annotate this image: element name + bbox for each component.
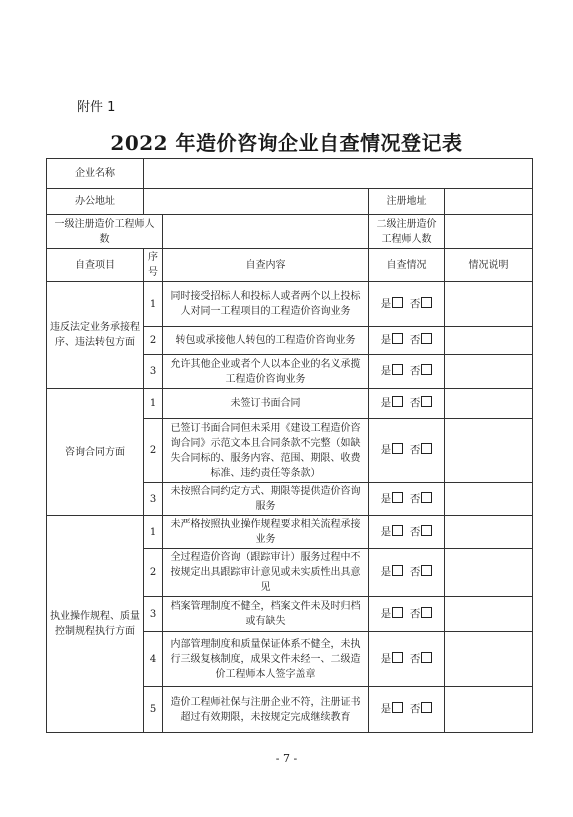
yes-checkbox[interactable] xyxy=(392,297,403,308)
row-content: 档案管理制度不健全，档案文件未及时归档或有缺失 xyxy=(163,597,369,632)
status-check[interactable] xyxy=(369,549,445,597)
no-checkbox[interactable] xyxy=(421,525,432,536)
yes-checkbox[interactable] xyxy=(392,702,403,713)
company-name-value[interactable] xyxy=(144,159,533,189)
no-checkbox[interactable] xyxy=(421,702,432,713)
no-label: 否 xyxy=(409,492,421,505)
status-check[interactable] xyxy=(369,389,445,419)
yes-label: 是 xyxy=(380,703,392,715)
status-check[interactable] xyxy=(369,327,445,355)
yes-label: 是 xyxy=(380,607,392,620)
level2-engineers-value[interactable] xyxy=(445,215,533,249)
notes-cell[interactable] xyxy=(445,549,533,597)
col-header-seq: 序号 xyxy=(144,249,163,282)
status-check[interactable] xyxy=(369,419,445,483)
status-check[interactable] xyxy=(369,687,445,733)
notes-cell[interactable] xyxy=(445,632,533,687)
page-number: - 7 - xyxy=(275,752,298,765)
status-check[interactable] xyxy=(369,282,445,327)
yes-label: 是 xyxy=(380,365,392,377)
row-content: 转包或承接他人转包的工程造价咨询业务 xyxy=(163,327,369,355)
row-seq: 3 xyxy=(144,483,163,516)
attachment-label: 附件 1 xyxy=(77,100,116,115)
row-content: 全过程造价咨询（跟踪审计）服务过程中不按规定出具跟踪审计意见或未实质性出具意见 xyxy=(163,549,369,597)
no-checkbox[interactable] xyxy=(421,297,432,308)
row-seq: 2 xyxy=(144,549,163,597)
yes-checkbox[interactable] xyxy=(392,607,403,618)
yes-label: 是 xyxy=(380,297,392,310)
notes-cell[interactable] xyxy=(445,389,533,419)
section-name: 执业操作规程、质量控制规程执行方面 xyxy=(47,516,144,733)
yes-checkbox[interactable] xyxy=(392,652,403,663)
notes-cell[interactable] xyxy=(445,597,533,632)
row-content: 内部管理制度和质量保证体系不健全，未执行三级复核制度，成果文件未经一、二级造价工程师本人签字盖章 xyxy=(163,632,369,687)
row-seq: 3 xyxy=(144,597,163,632)
level1-engineers-value[interactable] xyxy=(163,215,369,249)
yes-label: 是 xyxy=(380,334,392,346)
notes-cell[interactable] xyxy=(445,355,533,389)
status-check[interactable] xyxy=(369,597,445,632)
row-seq: 2 xyxy=(144,327,163,355)
section-name: 咨询合同方面 xyxy=(47,389,144,516)
office-address-value[interactable] xyxy=(144,189,369,215)
yes-label: 是 xyxy=(380,525,392,538)
row-content: 已签订书面合同但未采用《建设工程造价咨询合同》示范文本且合同条款不完整（如缺失合同标的、服务内容、范围、期限、收费标准、违约责任等条款） xyxy=(163,419,369,483)
row-content: 同时接受招标人和投标人或者两个以上投标人对同一工程项目的工程造价咨询业务 xyxy=(163,282,369,327)
yes-label: 是 xyxy=(380,652,392,665)
no-label: 否 xyxy=(409,703,421,715)
yes-checkbox[interactable] xyxy=(392,396,403,407)
row-seq: 1 xyxy=(144,516,163,549)
no-checkbox[interactable] xyxy=(421,364,432,375)
row-seq: 3 xyxy=(144,355,163,389)
no-label: 否 xyxy=(409,566,421,578)
no-checkbox[interactable] xyxy=(421,607,432,618)
notes-cell[interactable] xyxy=(445,282,533,327)
notes-cell[interactable] xyxy=(445,516,533,549)
no-label: 否 xyxy=(409,444,421,456)
row-content: 未按照合同约定方式、期限等提供造价咨询服务 xyxy=(163,483,369,516)
status-check[interactable] xyxy=(369,355,445,389)
yes-checkbox[interactable] xyxy=(392,492,403,503)
no-checkbox[interactable] xyxy=(421,396,432,407)
row-seq: 2 xyxy=(144,419,163,483)
col-header-notes: 情况说明 xyxy=(445,249,533,282)
row-seq: 5 xyxy=(144,687,163,733)
registered-address-label: 注册地址 xyxy=(369,189,445,215)
yes-checkbox[interactable] xyxy=(392,333,403,344)
no-checkbox[interactable] xyxy=(421,443,432,454)
row-content: 未严格按照执业操作规程要求相关流程承接业务 xyxy=(163,516,369,549)
col-header-item: 自查项目 xyxy=(47,249,144,282)
row-content: 未签订书面合同 xyxy=(163,389,369,419)
row-seq: 1 xyxy=(144,389,163,419)
col-header-content: 自查内容 xyxy=(163,249,369,282)
row-seq: 1 xyxy=(144,282,163,327)
table-row xyxy=(47,282,533,327)
no-label: 否 xyxy=(409,525,421,538)
self-inspection-form xyxy=(46,158,533,733)
yes-checkbox[interactable] xyxy=(392,443,403,454)
table-row xyxy=(47,389,533,419)
yes-checkbox[interactable] xyxy=(392,525,403,536)
no-checkbox[interactable] xyxy=(421,492,432,503)
level1-engineers-label: 一级注册造价工程师人数 xyxy=(47,215,163,249)
registered-address-value[interactable] xyxy=(445,189,533,215)
yes-label: 是 xyxy=(380,492,392,505)
status-check[interactable] xyxy=(369,632,445,687)
notes-cell[interactable] xyxy=(445,327,533,355)
no-label: 否 xyxy=(409,607,421,620)
no-label: 否 xyxy=(409,652,421,665)
col-header-status: 自查情况 xyxy=(369,249,445,282)
no-label: 否 xyxy=(409,397,421,409)
no-checkbox[interactable] xyxy=(421,652,432,663)
yes-label: 是 xyxy=(380,397,392,409)
level2-engineers-label: 二级注册造价工程师人数 xyxy=(369,215,445,249)
yes-label: 是 xyxy=(380,444,392,456)
table-row xyxy=(47,516,533,549)
row-content: 造价工程师社保与注册企业不符，注册证书超过有效期限，未按规定完成继续教育 xyxy=(163,687,369,733)
no-checkbox[interactable] xyxy=(421,565,432,576)
yes-label: 是 xyxy=(380,566,392,578)
notes-cell[interactable] xyxy=(445,419,533,483)
no-label: 否 xyxy=(409,297,421,310)
section-name: 违反法定业务承接程序、违法转包方面 xyxy=(47,282,144,389)
row-content: 允许其他企业或者个人以本企业的名义承揽工程造价咨询业务 xyxy=(163,355,369,389)
no-checkbox[interactable] xyxy=(421,333,432,344)
yes-checkbox[interactable] xyxy=(392,364,403,375)
no-label: 否 xyxy=(409,365,421,377)
status-check[interactable] xyxy=(369,516,445,549)
notes-cell[interactable] xyxy=(445,687,533,733)
yes-checkbox[interactable] xyxy=(392,565,403,576)
office-address-label: 办公地址 xyxy=(47,189,144,215)
row-seq: 4 xyxy=(144,632,163,687)
status-check[interactable] xyxy=(369,483,445,516)
company-name-label: 企业名称 xyxy=(47,159,144,189)
no-label: 否 xyxy=(409,334,421,346)
notes-cell[interactable] xyxy=(445,483,533,516)
form-title: 2022 年造价咨询企业自查情况登记表 xyxy=(110,131,463,155)
